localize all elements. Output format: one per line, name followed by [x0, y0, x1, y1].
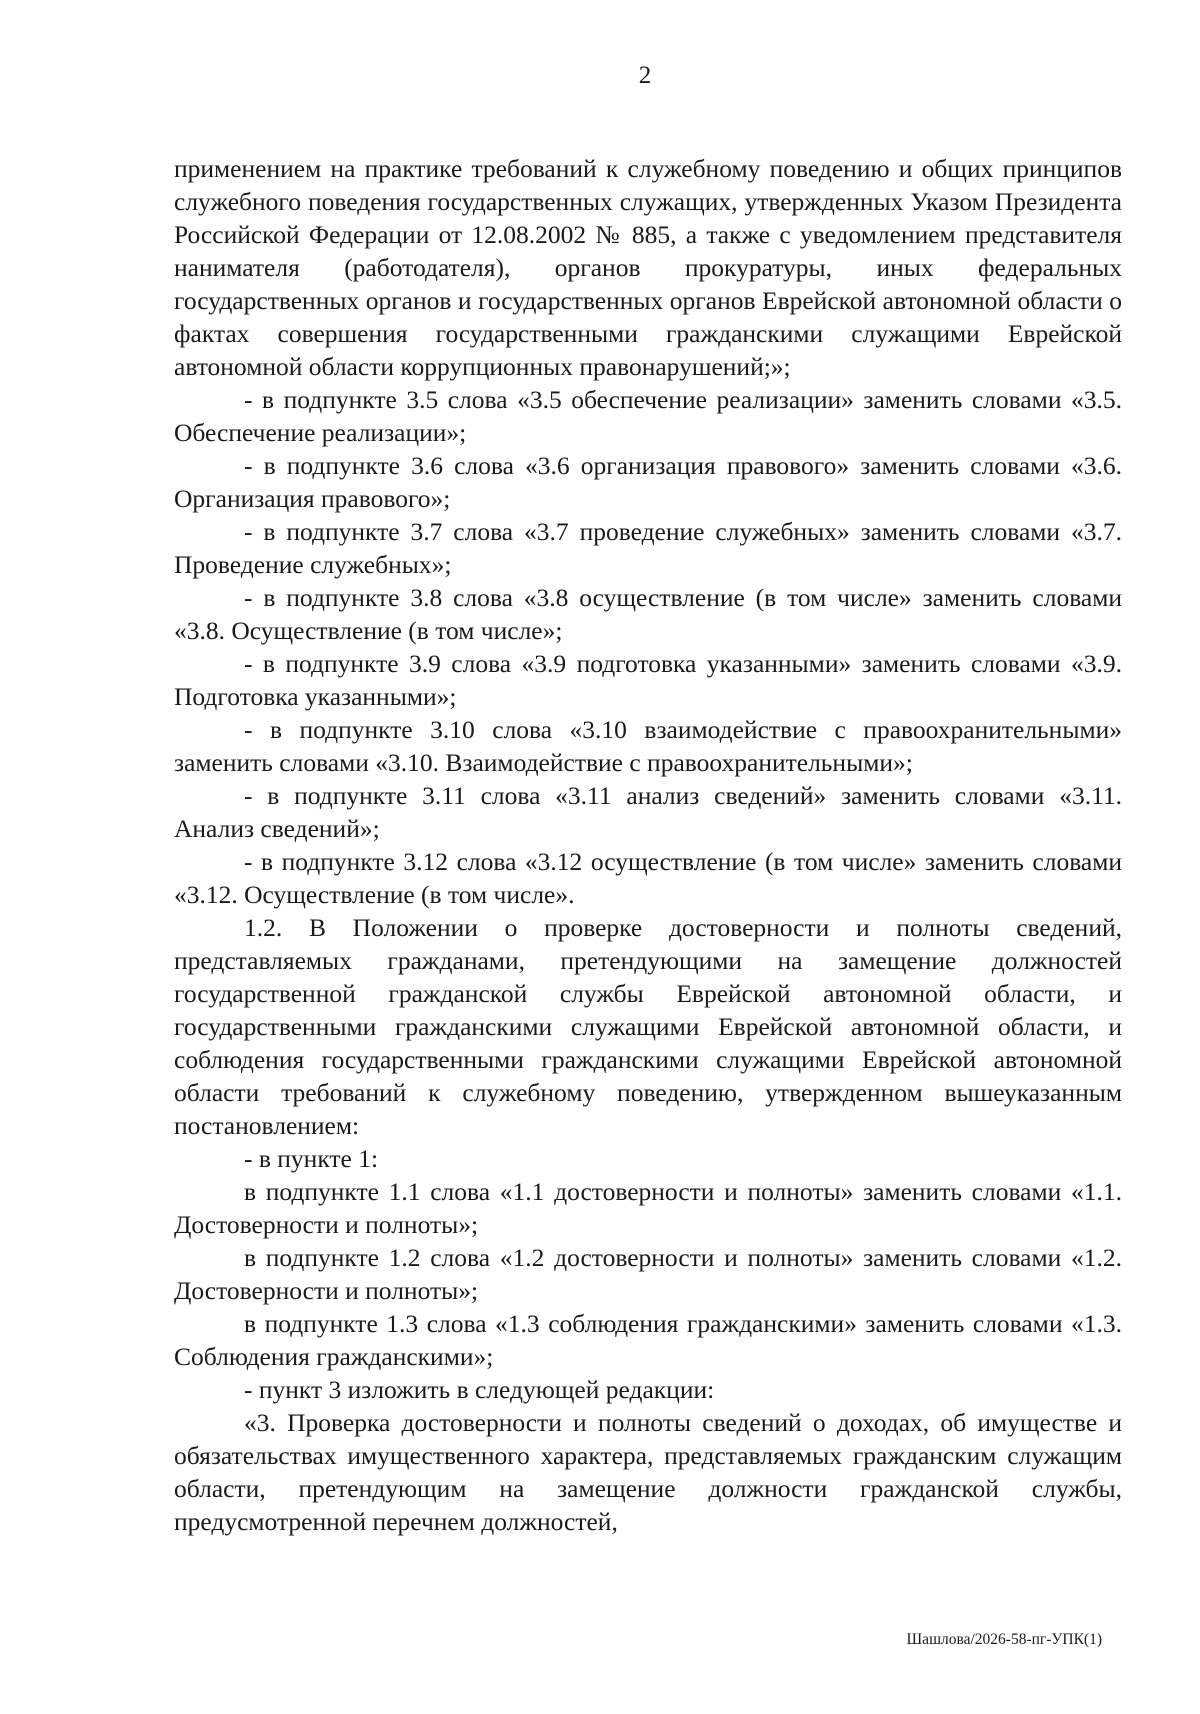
document-body	[174, 152, 1122, 1538]
paragraph-point-1: - в пункте 1:	[244, 1144, 379, 1173]
paragraph-item-3-9: - в подпункте 3.9 слова «3.9 подготовка указанными» заменить словами «3.9. Подготовка указанными»;	[174, 649, 1122, 711]
paragraph-item-1-1: в подпункте 1.1 слова «1.1 достоверности и полноты» заменить словами «1.1. Достоверности и полноты»;	[174, 1177, 1122, 1239]
paragraph-point-3-text: «3. Проверка достоверности и полноты сведений о доходах, об имуществе и обязательствах имущественного характера, представляемых гражданским служащим области, претендующим на замещение должности гражданской службы, предусмотренной перечнем должностей,	[174, 1408, 1122, 1536]
paragraph-item-3-6: - в подпункте 3.6 слова «3.6 организация правового» заменить словами «3.6. Организация правового»;	[174, 451, 1122, 513]
paragraph-item-1-2: в подпункте 1.2 слова «1.2 достоверности и полноты» заменить словами «1.2. Достоверности и полноты»;	[174, 1243, 1122, 1305]
paragraph-item-3-11: - в подпункте 3.11 слова «3.11 анализ сведений» заменить словами «3.11. Анализ сведений»;	[174, 781, 1122, 843]
paragraph-point-3-intro: - пункт 3 изложить в следующей редакции:	[244, 1375, 715, 1404]
paragraph-item-3-8: - в подпункте 3.8 слова «3.8 осуществление (в том числе» заменить словами «3.8. Осуществление (в том числе»;	[174, 583, 1122, 645]
paragraph-continuation: применением на практике требований к служебному поведению и общих принципов служебного поведения государственных служащих, утвержденных Указом Президента Российской Федерации от 12.08.2002 № 885, а также с уведомлением представителя нанимателя (работодателя), органов прокуратуры, иных федеральных государственных органов и государственных органов Еврейской автономной области о фактах совершения государственными гражданскими служащими Еврейской автономной области коррупционных правонарушений;»;	[174, 154, 1122, 381]
paragraph-item-3-10: - в подпункте 3.10 слова «3.10 взаимодействие с правоохранительными» заменить словами «3.10. Взаимодействие с правоохранительными»;	[174, 715, 1122, 777]
paragraph-item-3-12: - в подпункте 3.12 слова «3.12 осуществление (в том числе» заменить словами «3.12. Осуществление (в том числе».	[174, 847, 1122, 909]
page-number: 2	[638, 62, 652, 89]
document-footer-code: Шашлова/2026-58-пг-УПК(1)	[906, 1631, 1102, 1648]
paragraph-item-3-7: - в подпункте 3.7 слова «3.7 проведение служебных» заменить словами «3.7. Проведение служебных»;	[174, 517, 1122, 579]
paragraph-item-1-3: в подпункте 1.3 слова «1.3 соблюдения гражданскими» заменить словами «1.3. Соблюдения гражданскими»;	[174, 1309, 1122, 1371]
paragraph-section-1-2: 1.2. В Положении о проверке достоверности и полноты сведений, представляемых гражданами, претендующими на замещение должностей государственной гражданской службы Еврейской автономной области, и государственными гражданскими служащими Еврейской автономной области, и соблюдения государственными гражданскими служащими Еврейской автономной области требований к служебному поведению, утвержденном вышеуказанным постановлением:	[174, 913, 1122, 1140]
paragraph-item-3-5: - в подпункте 3.5 слова «3.5 обеспечение реализации» заменить словами «3.5. Обеспечение реализации»;	[174, 385, 1122, 447]
